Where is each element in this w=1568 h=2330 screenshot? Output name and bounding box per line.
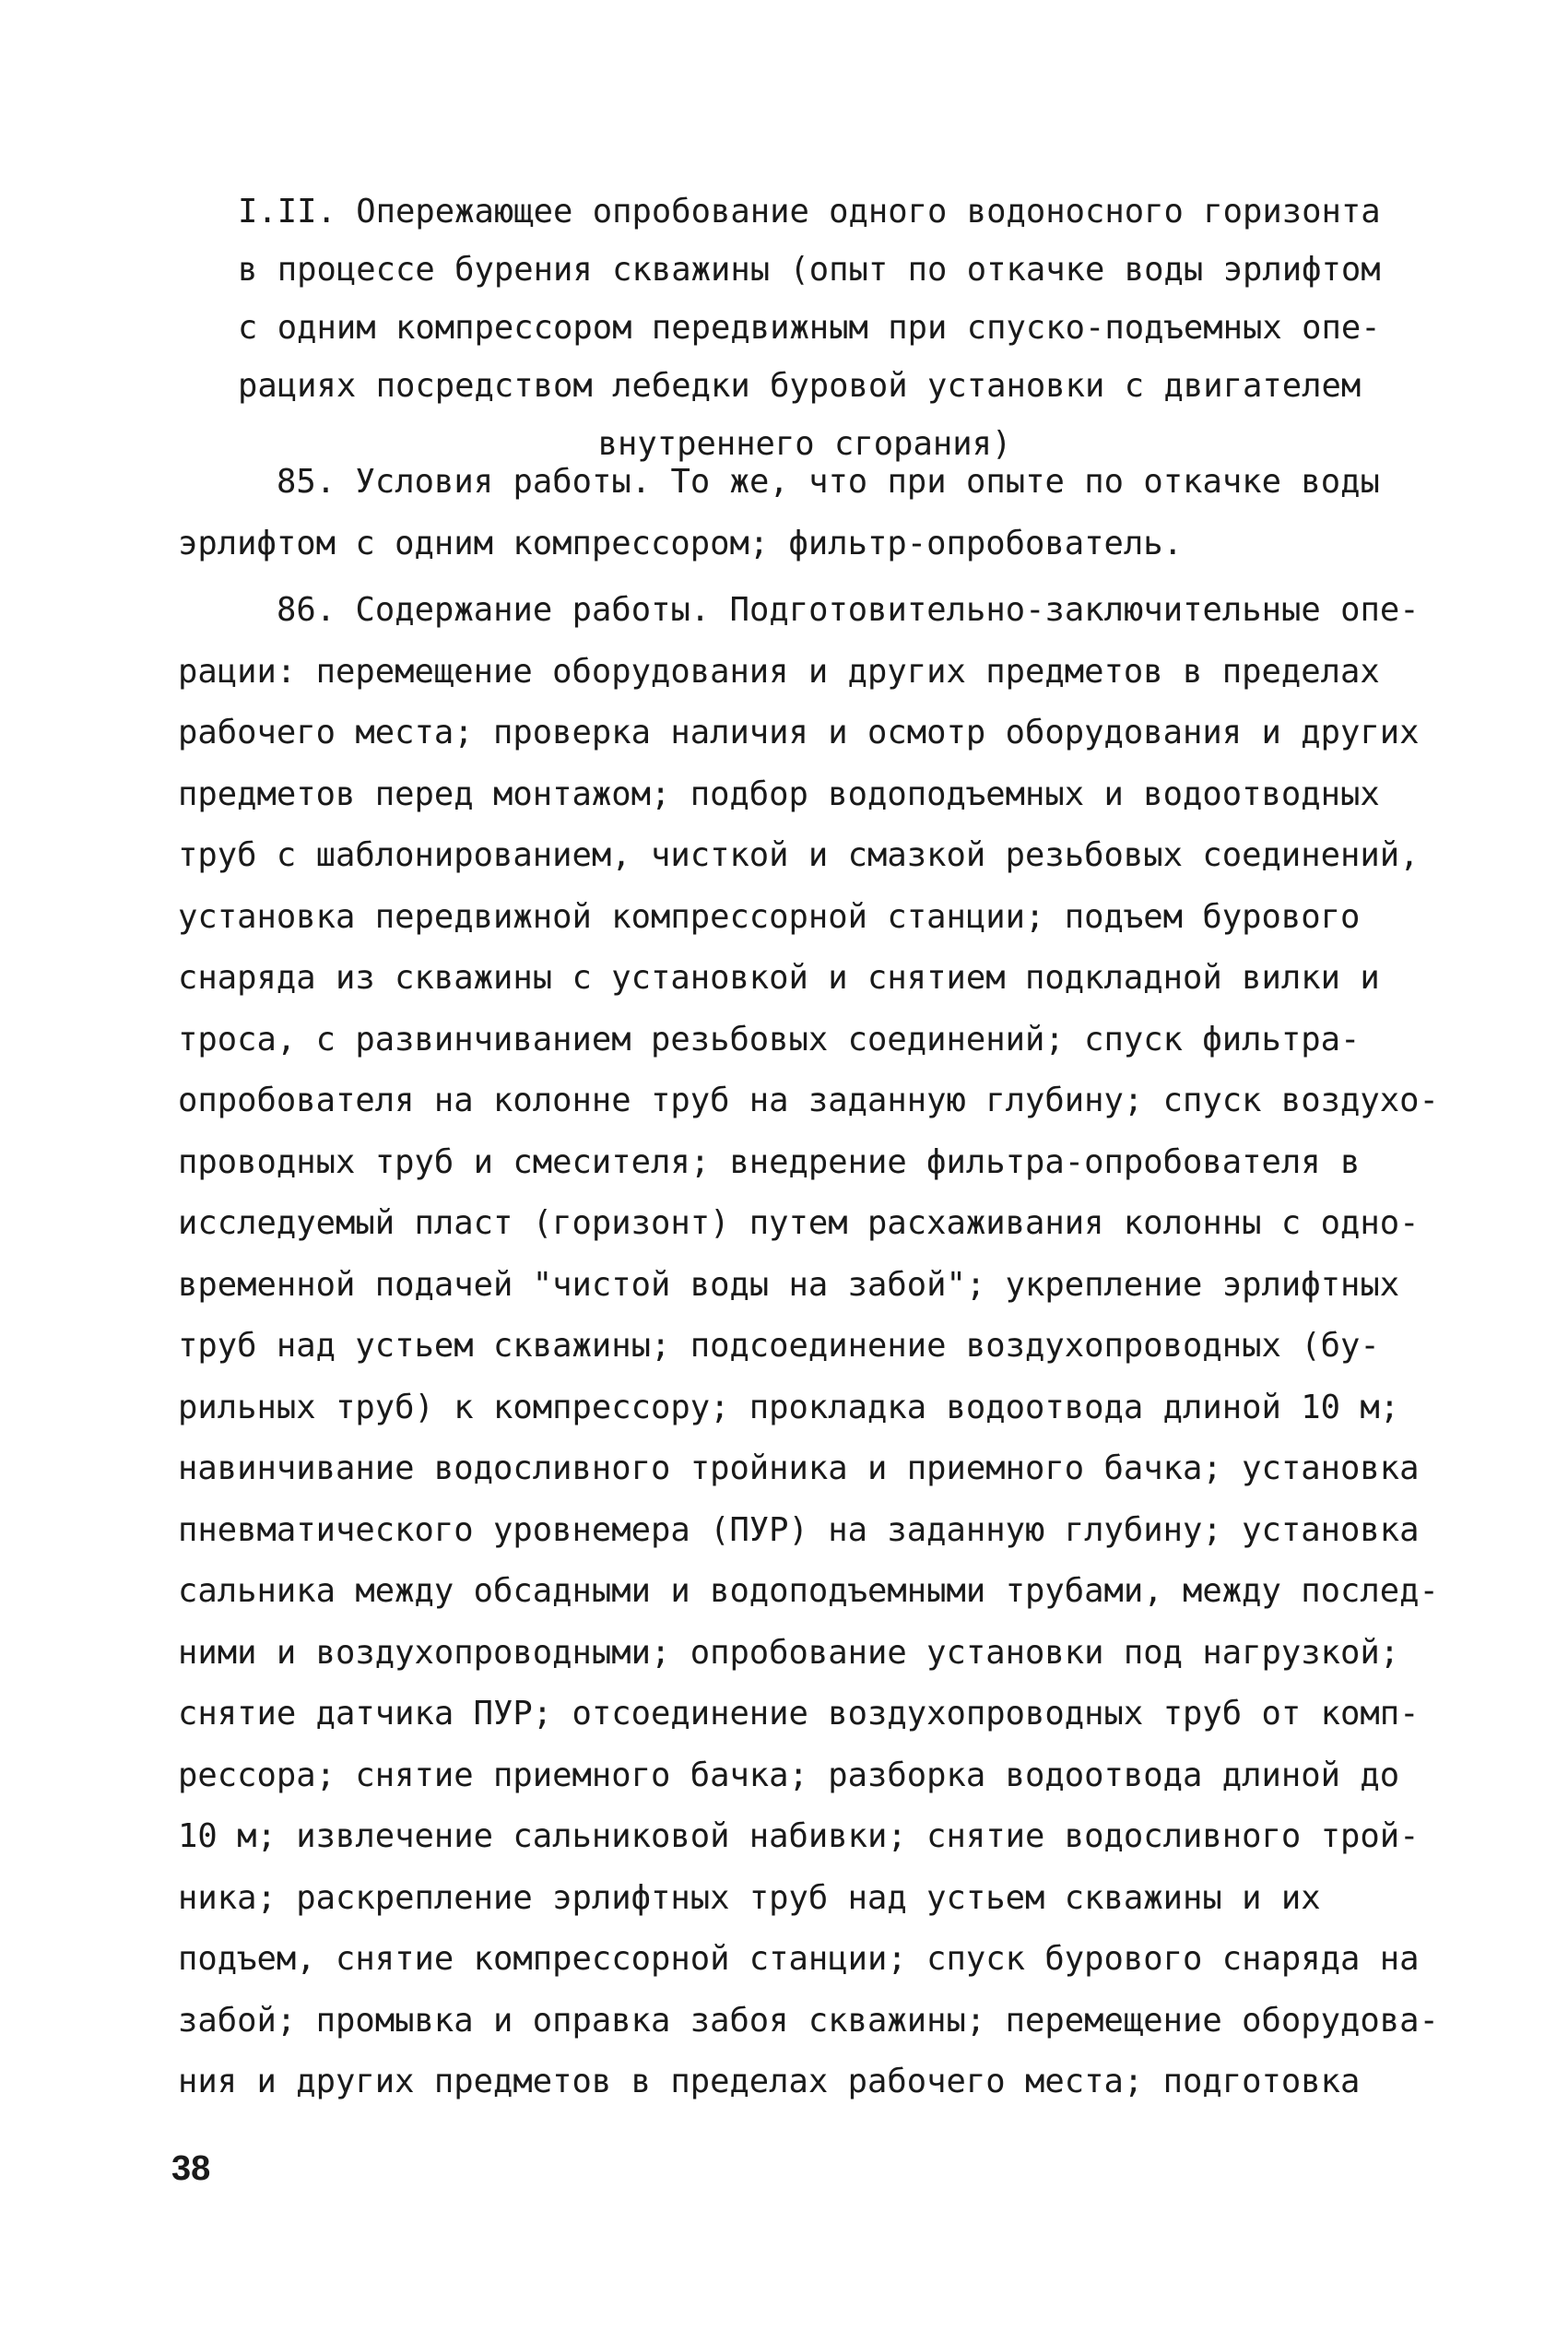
- text-line: снаряда из скважины с установкой и снятием подкладной вилки и: [178, 959, 1380, 997]
- heading-line: I.II. Опережающее опробование одного водоносного горизонта: [238, 193, 1381, 231]
- section-heading: [238, 183, 1390, 473]
- paragraph-86: [178, 580, 1439, 2113]
- text-line: 86. Содержание работы. Подготовительно-заключительные опе-: [277, 591, 1420, 629]
- paragraph-85: [178, 452, 1413, 574]
- heading-line: внутреннего сгорания): [597, 425, 1012, 463]
- text-line: рации: перемещение оборудования и других предметов в пределах: [178, 652, 1380, 691]
- text-line: забой; промывка и оправка забоя скважины; перемещение оборудова-: [178, 2001, 1439, 2040]
- heading-line: с одним компрессором передвижным при спуско-подъемных опе-: [238, 309, 1381, 347]
- text-line: ними и воздухопроводными; опробование установки под нагрузкой;: [178, 1633, 1400, 1672]
- text-line: опробователя на колонне труб на заданную глубину; спуск воздухо-: [178, 1082, 1439, 1119]
- text-line: труб над устьем скважины; подсоединение воздухопроводных (бу-: [178, 1327, 1380, 1365]
- text-line: установка передвижной компрессорной станции; подъем бурового: [178, 897, 1361, 936]
- text-line: рессора; снятие приемного бачка; разборка водоотвода длиной до: [178, 1756, 1400, 1794]
- body-text: [178, 452, 1439, 2113]
- text-line: 85. Условия работы. То же, что при опыте по откачке воды: [277, 463, 1380, 501]
- text-line: ника; раскрепление эрлифтных труб над устьем скважины и их: [178, 1878, 1321, 1917]
- text-line: снятие датчика ПУР; отсоединение воздухопроводных труб от комп-: [178, 1695, 1420, 1733]
- text-line: временной подачей "чистой воды на забой"; укрепление эрлифтных: [178, 1265, 1400, 1304]
- text-line: навинчивание водосливного тройника и приемного бачка; установка: [178, 1449, 1420, 1487]
- text-line: пневматического уровнемера (ПУР) на заданную глубину; установка: [178, 1510, 1420, 1549]
- text-line: эрлифтом с одним компрессором; фильтр-опробователь.: [178, 524, 1184, 562]
- text-line: рильных труб) к компрессору; прокладка водоотвода длиной 10 м;: [178, 1388, 1400, 1426]
- text-line: рабочего места; проверка наличия и осмотр оборудования и других: [178, 714, 1420, 751]
- text-line: исследуемый пласт (горизонт) путем расхаживания колонны с одно-: [178, 1204, 1420, 1242]
- text-line: сальника между обсадными и водоподъемными трубами, между послед-: [178, 1572, 1439, 1610]
- page-number: 38: [171, 2149, 211, 2188]
- text-line: труб с шаблонированием, чисткой и смазкой резьбовых соединений,: [178, 836, 1420, 874]
- text-line: ния и других предметов в пределах рабочего места; подготовка: [178, 2063, 1361, 2100]
- text-line: троса, с развинчиванием резьбовых соединений; спуск фильтра-: [178, 1020, 1361, 1059]
- text-line: предметов перед монтажом; подбор водоподъемных и водоотводных: [178, 775, 1380, 813]
- text-line: подъем, снятие компрессорной станции; спуск бурового снаряда на: [178, 1940, 1420, 1978]
- text-line: 10 м; извлечение сальниковой набивки; снятие водосливного трой-: [178, 1817, 1420, 1855]
- heading-line: рациях посредством лебедки буровой установки с двигателем: [238, 367, 1362, 405]
- text-line: проводных труб и смесителя; внедрение фильтра-опробователя в: [178, 1142, 1361, 1181]
- heading-line: в процессе бурения скважины (опыт по откачке воды эрлифтом: [238, 251, 1381, 289]
